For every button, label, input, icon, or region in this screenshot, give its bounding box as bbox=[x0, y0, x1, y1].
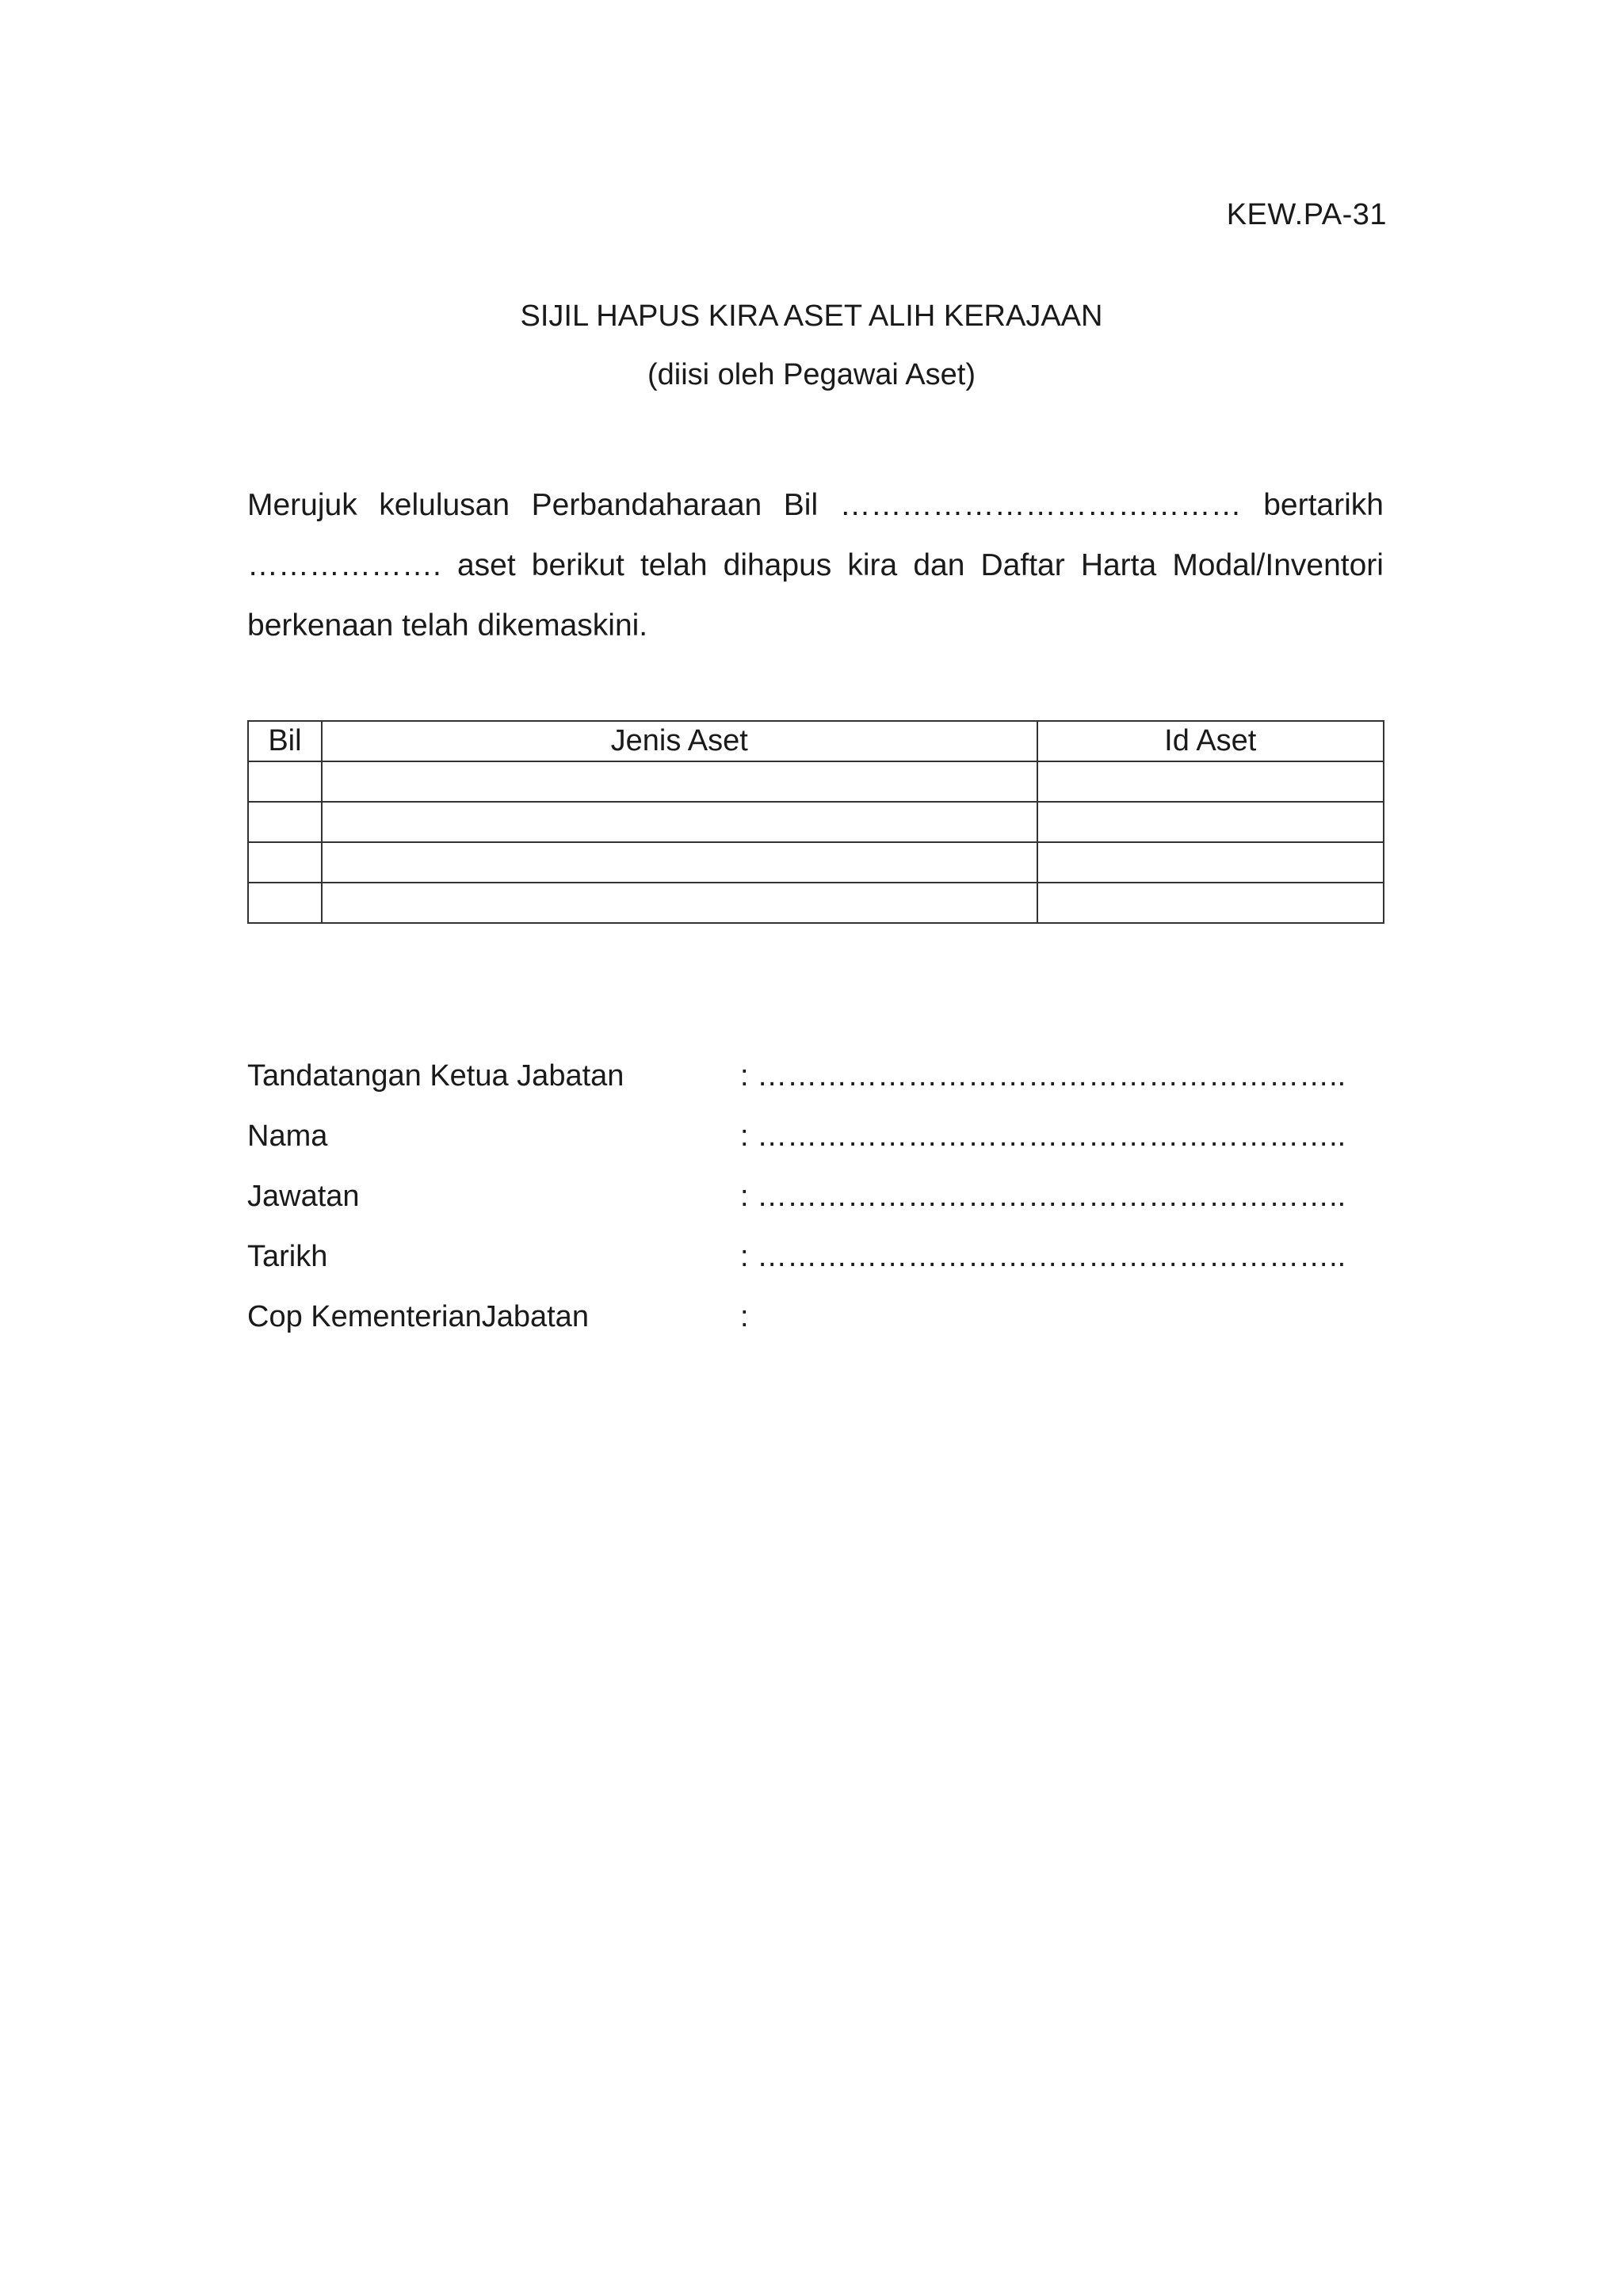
table-row bbox=[248, 761, 1384, 802]
paragraph-line-2 bbox=[247, 536, 1384, 596]
signature-row-jawatan bbox=[247, 1166, 1388, 1226]
signature-field: : ………………………………………………….. bbox=[740, 1180, 1346, 1213]
signature-label: Tarikh bbox=[247, 1240, 328, 1273]
paragraph-word: ………………………………… bbox=[839, 488, 1242, 522]
asset-table bbox=[247, 720, 1384, 924]
table-cell-id-aset bbox=[1037, 761, 1384, 802]
paragraph-word: Merujuk bbox=[247, 488, 357, 522]
intro-paragraph bbox=[247, 475, 1384, 656]
signature-label: Jawatan bbox=[247, 1180, 360, 1213]
table-cell-bil bbox=[248, 802, 322, 842]
signature-field: : ………………………………………………….. bbox=[740, 1119, 1346, 1153]
column-header-jenis-aset: Jenis Aset bbox=[322, 721, 1037, 761]
signature-row-cop bbox=[247, 1287, 1388, 1347]
column-header-id-aset: Id Aset bbox=[1037, 721, 1384, 761]
signature-row-tandatangan bbox=[247, 1046, 1388, 1106]
form-code: KEW.PA-31 bbox=[1226, 198, 1387, 231]
signature-label: Tandatangan Ketua Jabatan bbox=[247, 1059, 624, 1093]
paragraph-word: Perbandaharaan bbox=[531, 488, 762, 522]
paragraph-word: dihapus bbox=[723, 548, 832, 582]
table-cell-jenis-aset bbox=[322, 802, 1037, 842]
signature-label: Nama bbox=[247, 1119, 328, 1153]
paragraph-word: kira bbox=[847, 548, 898, 582]
table-cell-jenis-aset bbox=[322, 761, 1037, 802]
paragraph-word: telah bbox=[640, 548, 708, 582]
table-cell-id-aset bbox=[1037, 883, 1384, 923]
table-cell-bil bbox=[248, 842, 322, 883]
table-row bbox=[248, 802, 1384, 842]
paragraph-word: ………………. bbox=[247, 548, 441, 582]
table-cell-bil bbox=[248, 761, 322, 802]
paragraph-word: berikut bbox=[531, 548, 624, 582]
paragraph-word: Daftar bbox=[980, 548, 1065, 582]
signature-label: Cop KementerianJabatan bbox=[247, 1300, 589, 1333]
paragraph-word: Modal/Inventori bbox=[1172, 548, 1384, 582]
table-header-row bbox=[248, 721, 1384, 761]
signature-row-nama bbox=[247, 1106, 1388, 1166]
table-cell-jenis-aset bbox=[322, 883, 1037, 923]
signature-row-tarikh bbox=[247, 1226, 1388, 1287]
table-cell-bil bbox=[248, 883, 322, 923]
document-title: SIJIL HAPUS KIRA ASET ALIH KERAJAAN bbox=[520, 299, 1103, 333]
paragraph-line-3: berkenaan telah dikemaskini. bbox=[247, 608, 648, 643]
table-cell-id-aset bbox=[1037, 842, 1384, 883]
table-cell-jenis-aset bbox=[322, 842, 1037, 883]
table-row bbox=[248, 883, 1384, 923]
signature-block bbox=[247, 1046, 1388, 1347]
signature-field: : bbox=[740, 1300, 749, 1333]
document-subtitle: (diisi oleh Pegawai Aset) bbox=[647, 358, 976, 391]
signature-field: : ………………………………………………….. bbox=[740, 1059, 1346, 1093]
paragraph-word: aset bbox=[456, 548, 516, 582]
column-header-bil: Bil bbox=[248, 721, 322, 761]
paragraph-word: dan bbox=[913, 548, 965, 582]
paragraph-word: kelulusan bbox=[379, 488, 510, 522]
signature-field: : ………………………………………………….. bbox=[740, 1240, 1346, 1273]
paragraph-word: Harta bbox=[1080, 548, 1157, 582]
table-cell-id-aset bbox=[1037, 802, 1384, 842]
paragraph-line-1 bbox=[247, 475, 1384, 536]
paragraph-word: bertarikh bbox=[1263, 488, 1384, 522]
paragraph-word: Bil bbox=[783, 488, 819, 522]
table-row bbox=[248, 842, 1384, 883]
